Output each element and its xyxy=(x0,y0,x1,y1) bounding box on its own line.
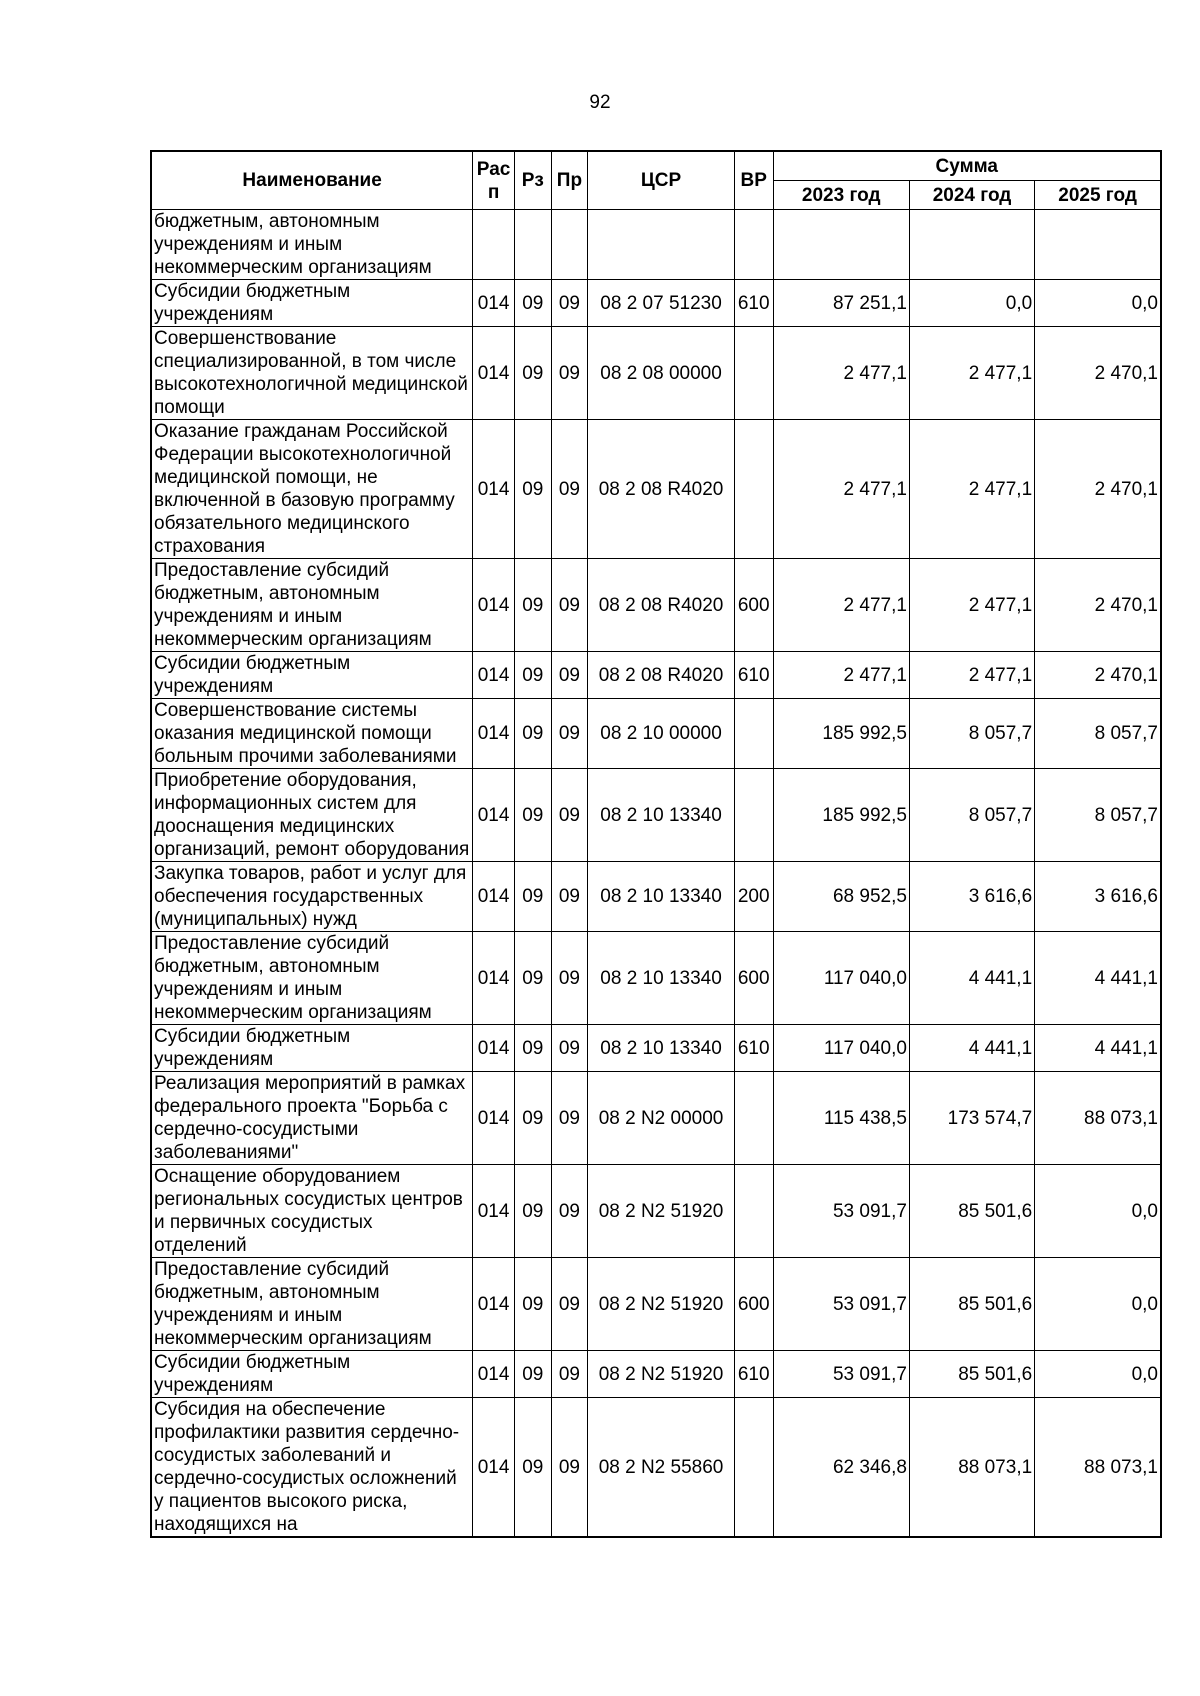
table-row xyxy=(151,932,1161,1025)
cell-2023: 53 091,7 xyxy=(773,1165,909,1258)
cell-2024: 85 501,6 xyxy=(909,1165,1034,1258)
cell-name: Субсидии бюджетным учреждениям xyxy=(151,1351,473,1398)
cell-csr: 08 2 10 13340 xyxy=(588,932,735,1025)
cell-name: Субсидии бюджетным учреждениям xyxy=(151,1025,473,1072)
table-row xyxy=(151,769,1161,862)
cell-2024: 85 501,6 xyxy=(909,1258,1034,1351)
table-row xyxy=(151,327,1161,420)
cell-vr: 600 xyxy=(734,1258,773,1351)
cell-name: Закупка товаров, работ и услуг для обеспечения государственных (муниципальных) нужд xyxy=(151,862,473,932)
cell-pr: 09 xyxy=(551,1398,588,1538)
cell-vr: 600 xyxy=(734,559,773,652)
cell-csr: 08 2 10 13340 xyxy=(588,1025,735,1072)
cell-vr: 610 xyxy=(734,1025,773,1072)
cell-name: Оснащение оборудованием региональных сосудистых центров и первичных сосудистых отделений xyxy=(151,1165,473,1258)
cell-rz: 09 xyxy=(514,769,551,862)
cell-rasp: 014 xyxy=(473,1025,515,1072)
cell-pr: 09 xyxy=(551,559,588,652)
table-row xyxy=(151,1165,1161,1258)
cell-2024: 3 616,6 xyxy=(909,862,1034,932)
cell-2024: 173 574,7 xyxy=(909,1072,1034,1165)
header-2025: 2025 год xyxy=(1035,181,1161,210)
cell-2025: 4 441,1 xyxy=(1035,932,1161,1025)
cell-rz: 09 xyxy=(514,420,551,559)
cell-vr xyxy=(734,1072,773,1165)
cell-2023: 87 251,1 xyxy=(773,280,909,327)
cell-pr: 09 xyxy=(551,769,588,862)
cell-2024: 8 057,7 xyxy=(909,699,1034,769)
cell-csr: 08 2 N2 51920 xyxy=(588,1165,735,1258)
cell-2025: 88 073,1 xyxy=(1035,1072,1161,1165)
cell-2025: 8 057,7 xyxy=(1035,699,1161,769)
header-name: Наименование xyxy=(151,151,473,210)
cell-2024: 2 477,1 xyxy=(909,559,1034,652)
cell-name: Совершенствование системы оказания медицинской помощи больным прочими заболеваниями xyxy=(151,699,473,769)
page-number: 92 xyxy=(589,92,611,113)
cell-name: Субсидия на обеспечение профилактики развития сердечно-сосудистых заболеваний и сердечно-сосудистых осложнений у пациентов высокого риска, находящихся на xyxy=(151,1398,473,1538)
header-rz: Рз xyxy=(514,151,551,210)
cell-rz: 09 xyxy=(514,1072,551,1165)
cell-2024: 2 477,1 xyxy=(909,420,1034,559)
cell-pr: 09 xyxy=(551,1258,588,1351)
cell-rz: 09 xyxy=(514,327,551,420)
cell-2023: 2 477,1 xyxy=(773,652,909,699)
cell-2025 xyxy=(1035,210,1161,280)
cell-csr: 08 2 07 51230 xyxy=(588,280,735,327)
cell-vr: 610 xyxy=(734,280,773,327)
cell-name: Реализация мероприятий в рамках федерального проекта "Борьба с сердечно-сосудистыми заболеваниями" xyxy=(151,1072,473,1165)
cell-rasp: 014 xyxy=(473,1165,515,1258)
cell-2023: 185 992,5 xyxy=(773,769,909,862)
cell-rasp: 014 xyxy=(473,1351,515,1398)
cell-rasp xyxy=(473,210,515,280)
cell-csr: 08 2 08 R4020 xyxy=(588,559,735,652)
cell-rz: 09 xyxy=(514,1025,551,1072)
cell-rasp: 014 xyxy=(473,420,515,559)
cell-pr: 09 xyxy=(551,1025,588,1072)
cell-vr xyxy=(734,699,773,769)
header-rasp: Рас п xyxy=(473,151,515,210)
cell-2023 xyxy=(773,210,909,280)
cell-csr: 08 2 08 00000 xyxy=(588,327,735,420)
cell-rasp: 014 xyxy=(473,699,515,769)
cell-2025: 0,0 xyxy=(1035,1165,1161,1258)
cell-2025: 2 470,1 xyxy=(1035,327,1161,420)
cell-pr: 09 xyxy=(551,862,588,932)
cell-rasp: 014 xyxy=(473,932,515,1025)
header-vr: ВР xyxy=(734,151,773,210)
cell-vr: 600 xyxy=(734,932,773,1025)
cell-rz: 09 xyxy=(514,1351,551,1398)
cell-vr: 610 xyxy=(734,652,773,699)
cell-name: Предоставление субсидий бюджетным, автономным учреждениям и иным некоммерческим организациям xyxy=(151,559,473,652)
cell-name: Оказание гражданам Российской Федерации высокотехнологичной медицинской помощи, не включенной в базовую программу обязательного медицинского страхования xyxy=(151,420,473,559)
cell-2025: 4 441,1 xyxy=(1035,1025,1161,1072)
budget-table xyxy=(150,150,1162,1538)
table-row xyxy=(151,420,1161,559)
cell-rasp: 014 xyxy=(473,559,515,652)
header-2023: 2023 год xyxy=(773,181,909,210)
cell-csr: 08 2 08 R4020 xyxy=(588,652,735,699)
cell-pr: 09 xyxy=(551,1072,588,1165)
cell-pr: 09 xyxy=(551,652,588,699)
cell-rasp: 014 xyxy=(473,1398,515,1538)
cell-rz: 09 xyxy=(514,652,551,699)
header-pr: Пр xyxy=(551,151,588,210)
cell-rasp: 014 xyxy=(473,769,515,862)
header-csr: ЦСР xyxy=(588,151,735,210)
table-row xyxy=(151,210,1161,280)
cell-2025: 2 470,1 xyxy=(1035,420,1161,559)
cell-rz: 09 xyxy=(514,559,551,652)
cell-pr: 09 xyxy=(551,932,588,1025)
cell-2024: 4 441,1 xyxy=(909,1025,1034,1072)
cell-csr: 08 2 08 R4020 xyxy=(588,420,735,559)
cell-2025: 0,0 xyxy=(1035,280,1161,327)
cell-2024: 85 501,6 xyxy=(909,1351,1034,1398)
cell-csr: 08 2 N2 51920 xyxy=(588,1258,735,1351)
cell-rz: 09 xyxy=(514,1165,551,1258)
table-row xyxy=(151,1398,1161,1538)
cell-2023: 117 040,0 xyxy=(773,932,909,1025)
cell-vr xyxy=(734,420,773,559)
cell-2023: 2 477,1 xyxy=(773,327,909,420)
cell-2025: 2 470,1 xyxy=(1035,559,1161,652)
table-row xyxy=(151,862,1161,932)
cell-pr: 09 xyxy=(551,280,588,327)
cell-2023: 53 091,7 xyxy=(773,1258,909,1351)
cell-vr: 200 xyxy=(734,862,773,932)
cell-rz xyxy=(514,210,551,280)
table-row xyxy=(151,1258,1161,1351)
cell-vr xyxy=(734,210,773,280)
cell-2023: 2 477,1 xyxy=(773,420,909,559)
cell-name: Предоставление субсидий бюджетным, автономным учреждениям и иным некоммерческим организациям xyxy=(151,932,473,1025)
cell-2024: 8 057,7 xyxy=(909,769,1034,862)
cell-rasp: 014 xyxy=(473,1258,515,1351)
header-row-1 xyxy=(151,151,1161,181)
cell-2024: 2 477,1 xyxy=(909,652,1034,699)
cell-csr: 08 2 10 13340 xyxy=(588,769,735,862)
cell-pr xyxy=(551,210,588,280)
cell-name: Приобретение оборудования, информационных систем для дооснащения медицинских организаций, ремонт оборудования xyxy=(151,769,473,862)
cell-csr: 08 2 10 13340 xyxy=(588,862,735,932)
cell-2025: 3 616,6 xyxy=(1035,862,1161,932)
cell-csr: 08 2 N2 55860 xyxy=(588,1398,735,1538)
cell-rasp: 014 xyxy=(473,862,515,932)
cell-pr: 09 xyxy=(551,1165,588,1258)
cell-rz: 09 xyxy=(514,1258,551,1351)
cell-pr: 09 xyxy=(551,699,588,769)
cell-vr xyxy=(734,1165,773,1258)
cell-pr: 09 xyxy=(551,420,588,559)
cell-rz: 09 xyxy=(514,699,551,769)
cell-pr: 09 xyxy=(551,1351,588,1398)
cell-rz: 09 xyxy=(514,932,551,1025)
cell-vr xyxy=(734,769,773,862)
cell-2023: 2 477,1 xyxy=(773,559,909,652)
cell-pr: 09 xyxy=(551,327,588,420)
cell-2023: 53 091,7 xyxy=(773,1351,909,1398)
cell-name: Субсидии бюджетным учреждениям xyxy=(151,280,473,327)
cell-vr xyxy=(734,1398,773,1538)
header-summa: Сумма xyxy=(773,151,1161,181)
cell-name: Предоставление субсидий бюджетным, автономным учреждениям и иным некоммерческим организациям xyxy=(151,1258,473,1351)
cell-2025: 88 073,1 xyxy=(1035,1398,1161,1538)
table-row xyxy=(151,699,1161,769)
cell-2024: 88 073,1 xyxy=(909,1398,1034,1538)
cell-2024: 4 441,1 xyxy=(909,932,1034,1025)
cell-rasp: 014 xyxy=(473,652,515,699)
cell-vr xyxy=(734,327,773,420)
cell-2024 xyxy=(909,210,1034,280)
table-row xyxy=(151,1072,1161,1165)
table-row xyxy=(151,559,1161,652)
cell-name: бюджетным, автономным учреждениям и иным некоммерческим организациям xyxy=(151,210,473,280)
table-row xyxy=(151,1025,1161,1072)
cell-name: Субсидии бюджетным учреждениям xyxy=(151,652,473,699)
table-row xyxy=(151,652,1161,699)
cell-2023: 68 952,5 xyxy=(773,862,909,932)
table-row xyxy=(151,280,1161,327)
cell-2024: 2 477,1 xyxy=(909,327,1034,420)
cell-rz: 09 xyxy=(514,1398,551,1538)
table-row xyxy=(151,1351,1161,1398)
cell-2023: 185 992,5 xyxy=(773,699,909,769)
cell-rz: 09 xyxy=(514,280,551,327)
cell-2025: 8 057,7 xyxy=(1035,769,1161,862)
header-2024: 2024 год xyxy=(909,181,1034,210)
cell-2025: 0,0 xyxy=(1035,1351,1161,1398)
cell-csr: 08 2 N2 00000 xyxy=(588,1072,735,1165)
cell-vr: 610 xyxy=(734,1351,773,1398)
cell-name: Совершенствование специализированной, в том числе высокотехнологичной медицинской помощи xyxy=(151,327,473,420)
cell-rasp: 014 xyxy=(473,1072,515,1165)
cell-2023: 62 346,8 xyxy=(773,1398,909,1538)
cell-2025: 0,0 xyxy=(1035,1258,1161,1351)
cell-csr: 08 2 10 00000 xyxy=(588,699,735,769)
table-body xyxy=(151,210,1161,1538)
cell-2023: 117 040,0 xyxy=(773,1025,909,1072)
cell-rz: 09 xyxy=(514,862,551,932)
cell-2024: 0,0 xyxy=(909,280,1034,327)
cell-2023: 115 438,5 xyxy=(773,1072,909,1165)
cell-rasp: 014 xyxy=(473,327,515,420)
cell-2025: 2 470,1 xyxy=(1035,652,1161,699)
cell-rasp: 014 xyxy=(473,280,515,327)
cell-csr xyxy=(588,210,735,280)
cell-csr: 08 2 N2 51920 xyxy=(588,1351,735,1398)
